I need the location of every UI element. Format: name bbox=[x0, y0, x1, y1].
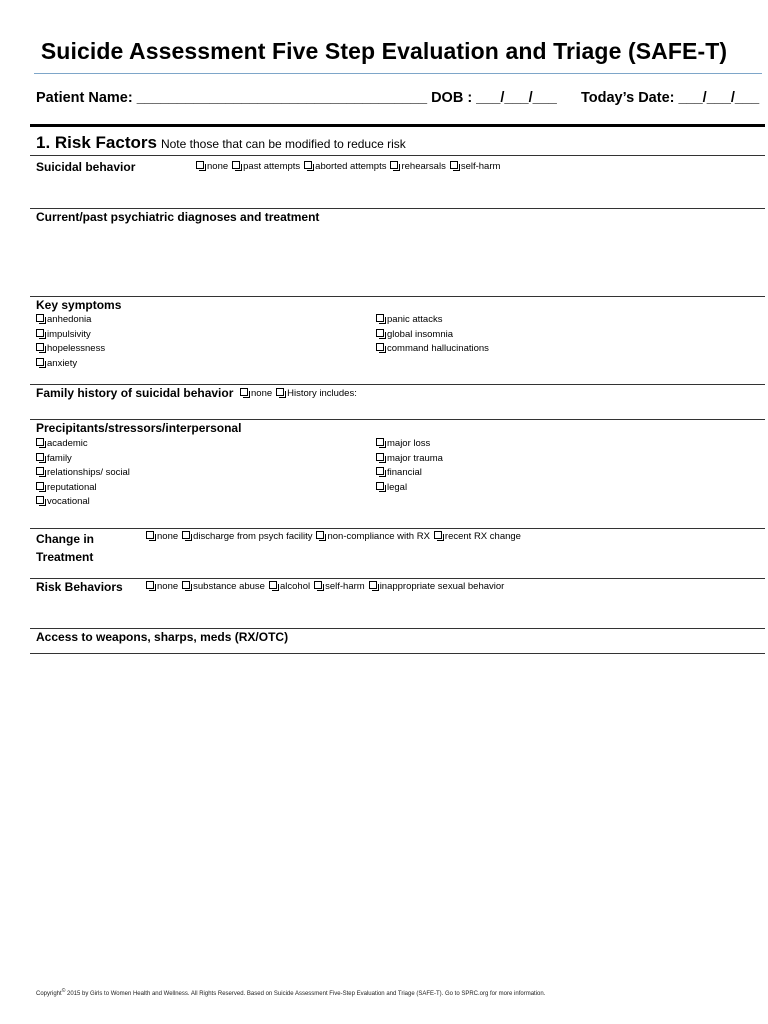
row-divider bbox=[30, 528, 765, 529]
checkbox-option[interactable] bbox=[36, 342, 105, 357]
checkbox-option[interactable] bbox=[369, 581, 505, 592]
checkbox-option[interactable] bbox=[316, 531, 429, 542]
section-heading bbox=[36, 133, 406, 153]
checkbox-label: panic attacks bbox=[387, 314, 443, 325]
checkbox-label: legal bbox=[387, 481, 408, 493]
checkbox-icon[interactable] bbox=[376, 314, 384, 322]
section-note: Note those that can be modified to reduce risk bbox=[160, 137, 406, 151]
checkbox-icon[interactable] bbox=[369, 581, 377, 589]
checkbox-icon[interactable] bbox=[182, 531, 190, 539]
row-divider bbox=[30, 384, 765, 385]
change-in-treatment-label-line2: Treatment bbox=[36, 550, 94, 564]
checkbox-label: alcohol bbox=[279, 581, 311, 592]
suicidal-behavior-label: Suicidal behavior bbox=[36, 160, 136, 174]
checkbox-label: vocational bbox=[47, 496, 90, 507]
checkbox-option[interactable] bbox=[36, 452, 130, 467]
row-divider bbox=[30, 208, 765, 209]
checkbox-label: relationships/ social bbox=[47, 467, 130, 478]
checkbox-label: anhedonia bbox=[47, 314, 92, 325]
change-in-treatment-label bbox=[36, 530, 94, 566]
checkbox-label: command hallucinations bbox=[387, 343, 489, 354]
checkbox-option[interactable] bbox=[376, 328, 489, 343]
title-divider bbox=[34, 73, 762, 74]
checkbox-icon[interactable] bbox=[376, 329, 384, 337]
suicidal-behavior-options bbox=[196, 161, 504, 172]
copyright-footer bbox=[36, 988, 545, 997]
row-divider bbox=[30, 653, 765, 654]
checkbox-label: global insomnia bbox=[387, 328, 454, 340]
row-divider bbox=[30, 155, 765, 156]
checkbox-icon[interactable] bbox=[269, 581, 277, 589]
psychiatric-label: Current/past psychiatric diagnoses and treatment bbox=[36, 210, 320, 224]
checkbox-option[interactable] bbox=[196, 161, 228, 172]
checkbox-label: none bbox=[207, 161, 229, 172]
row-divider bbox=[30, 296, 765, 297]
checkbox-option[interactable] bbox=[182, 531, 312, 542]
checkbox-icon[interactable] bbox=[36, 358, 44, 366]
checkbox-label: recent RX change bbox=[444, 531, 521, 542]
checkbox-icon[interactable] bbox=[36, 453, 44, 461]
section-title: 1. Risk Factors bbox=[36, 133, 157, 152]
checkbox-icon[interactable] bbox=[36, 314, 44, 322]
checkbox-label: major loss bbox=[387, 438, 431, 449]
risk-behaviors-options bbox=[146, 581, 508, 592]
checkbox-label: academic bbox=[47, 438, 88, 449]
copyright-mark: © bbox=[61, 988, 66, 994]
checkbox-label: self-harm bbox=[460, 161, 501, 172]
checkbox-option[interactable] bbox=[376, 437, 443, 452]
checkbox-option[interactable] bbox=[390, 161, 445, 172]
checkbox-label: none bbox=[157, 581, 179, 592]
checkbox-option[interactable] bbox=[36, 357, 105, 372]
checkbox-label: self-harm bbox=[325, 581, 365, 592]
checkbox-option[interactable] bbox=[276, 388, 357, 399]
checkbox-icon[interactable] bbox=[376, 482, 384, 490]
checkbox-label: History includes: bbox=[287, 388, 357, 399]
checkbox-icon[interactable] bbox=[36, 438, 44, 446]
checkbox-option[interactable] bbox=[182, 581, 265, 592]
risk-behaviors-label: Risk Behaviors bbox=[36, 580, 123, 594]
checkbox-option[interactable] bbox=[36, 495, 130, 510]
change-in-treatment-label-line1: Change in bbox=[36, 532, 95, 546]
family-history-label: Family history of suicidal behavior bbox=[36, 386, 234, 400]
checkbox-option[interactable] bbox=[240, 388, 272, 399]
patient-info-line bbox=[36, 90, 759, 106]
checkbox-icon[interactable] bbox=[36, 329, 44, 337]
copyright-word: Copyright bbox=[36, 991, 62, 997]
checkbox-icon[interactable] bbox=[450, 161, 458, 169]
key-symptoms-label: Key symptoms bbox=[36, 298, 122, 312]
checkbox-icon[interactable] bbox=[146, 531, 154, 539]
checkbox-label: substance abuse bbox=[193, 581, 265, 592]
precipitants-left-list bbox=[36, 437, 130, 510]
checkbox-icon[interactable] bbox=[376, 438, 384, 446]
checkbox-option[interactable] bbox=[36, 481, 130, 496]
checkbox-icon[interactable] bbox=[316, 531, 324, 539]
family-history-options bbox=[240, 388, 361, 399]
dob-field[interactable]: DOB : ___/___/___ bbox=[431, 90, 557, 106]
checkbox-option[interactable] bbox=[146, 531, 178, 542]
checkbox-icon[interactable] bbox=[36, 496, 44, 504]
checkbox-option[interactable] bbox=[434, 531, 521, 542]
precipitants-label: Precipitants/stressors/interpersonal bbox=[36, 421, 242, 435]
checkbox-icon[interactable] bbox=[240, 388, 248, 396]
checkbox-icon[interactable] bbox=[304, 161, 312, 169]
checkbox-icon[interactable] bbox=[376, 467, 384, 475]
checkbox-option[interactable] bbox=[376, 481, 443, 496]
checkbox-label: reputational bbox=[47, 481, 97, 493]
checkbox-label: non-compliance with RX bbox=[327, 531, 430, 542]
checkbox-icon[interactable] bbox=[182, 581, 190, 589]
checkbox-icon[interactable] bbox=[36, 343, 44, 351]
checkbox-label: family bbox=[47, 452, 72, 464]
row-divider bbox=[30, 628, 765, 629]
page-title: Suicide Assessment Five Step Evaluation and Triage (SAFE-T) bbox=[40, 38, 728, 64]
checkbox-option[interactable] bbox=[450, 161, 501, 172]
checkbox-option[interactable] bbox=[376, 466, 443, 481]
checkbox-label: none bbox=[157, 531, 179, 542]
access-label: Access to weapons, sharps, meds (RX/OTC) bbox=[36, 630, 289, 644]
checkbox-icon[interactable] bbox=[232, 161, 240, 169]
checkbox-label: major trauma bbox=[387, 452, 443, 464]
checkbox-option[interactable] bbox=[314, 581, 365, 592]
checkbox-option[interactable] bbox=[376, 342, 489, 357]
checkbox-icon[interactable] bbox=[376, 453, 384, 461]
checkbox-label: discharge from psych facility bbox=[193, 531, 313, 542]
row-divider bbox=[30, 578, 765, 579]
change-in-treatment-options bbox=[146, 531, 525, 542]
checkbox-option[interactable] bbox=[36, 313, 105, 328]
checkbox-option[interactable] bbox=[304, 161, 386, 172]
checkbox-icon[interactable] bbox=[36, 482, 44, 490]
header-divider bbox=[30, 124, 765, 127]
checkbox-option[interactable] bbox=[376, 313, 489, 328]
checkbox-label: none bbox=[251, 388, 273, 399]
checkbox-label: inappropriate sexual behavior bbox=[379, 581, 505, 592]
todays-date-field[interactable]: Today’s Date: ___/___/___ bbox=[581, 90, 760, 106]
checkbox-icon[interactable] bbox=[390, 161, 398, 169]
checkbox-option[interactable] bbox=[36, 466, 130, 481]
copyright-text: 2015 by Girls to Women Health and Wellness. All Rights Reserved. Based on Suicide Assessment Five-Step Evaluation and Triage (SAFE-T). Go to SPRC.org for more information. bbox=[65, 991, 546, 997]
row-divider bbox=[30, 419, 765, 420]
checkbox-label: anxiety bbox=[47, 357, 78, 369]
checkbox-icon[interactable] bbox=[376, 343, 384, 351]
checkbox-label: impulsivity bbox=[47, 328, 91, 340]
checkbox-label: financial bbox=[387, 467, 422, 478]
checkbox-option[interactable] bbox=[232, 161, 300, 172]
patient-name-field[interactable]: Patient Name: ____________________________________ bbox=[36, 90, 428, 106]
checkbox-option[interactable] bbox=[36, 437, 130, 452]
checkbox-icon[interactable] bbox=[146, 581, 154, 589]
checkbox-option[interactable] bbox=[146, 581, 178, 592]
checkbox-icon[interactable] bbox=[276, 388, 284, 396]
key-symptoms-right-list bbox=[376, 313, 489, 357]
checkbox-icon[interactable] bbox=[314, 581, 322, 589]
key-symptoms-left-list bbox=[36, 313, 105, 371]
checkbox-label: rehearsals bbox=[401, 161, 446, 172]
checkbox-icon[interactable] bbox=[196, 161, 204, 169]
checkbox-label: aborted attempts bbox=[315, 161, 387, 172]
checkbox-option[interactable] bbox=[36, 328, 105, 343]
checkbox-label: past attempts bbox=[243, 161, 301, 172]
checkbox-icon[interactable] bbox=[36, 467, 44, 475]
checkbox-option[interactable] bbox=[376, 452, 443, 467]
checkbox-option[interactable] bbox=[269, 581, 310, 592]
precipitants-right-list bbox=[376, 437, 443, 495]
checkbox-icon[interactable] bbox=[434, 531, 442, 539]
checkbox-label: hopelessness bbox=[47, 343, 106, 354]
